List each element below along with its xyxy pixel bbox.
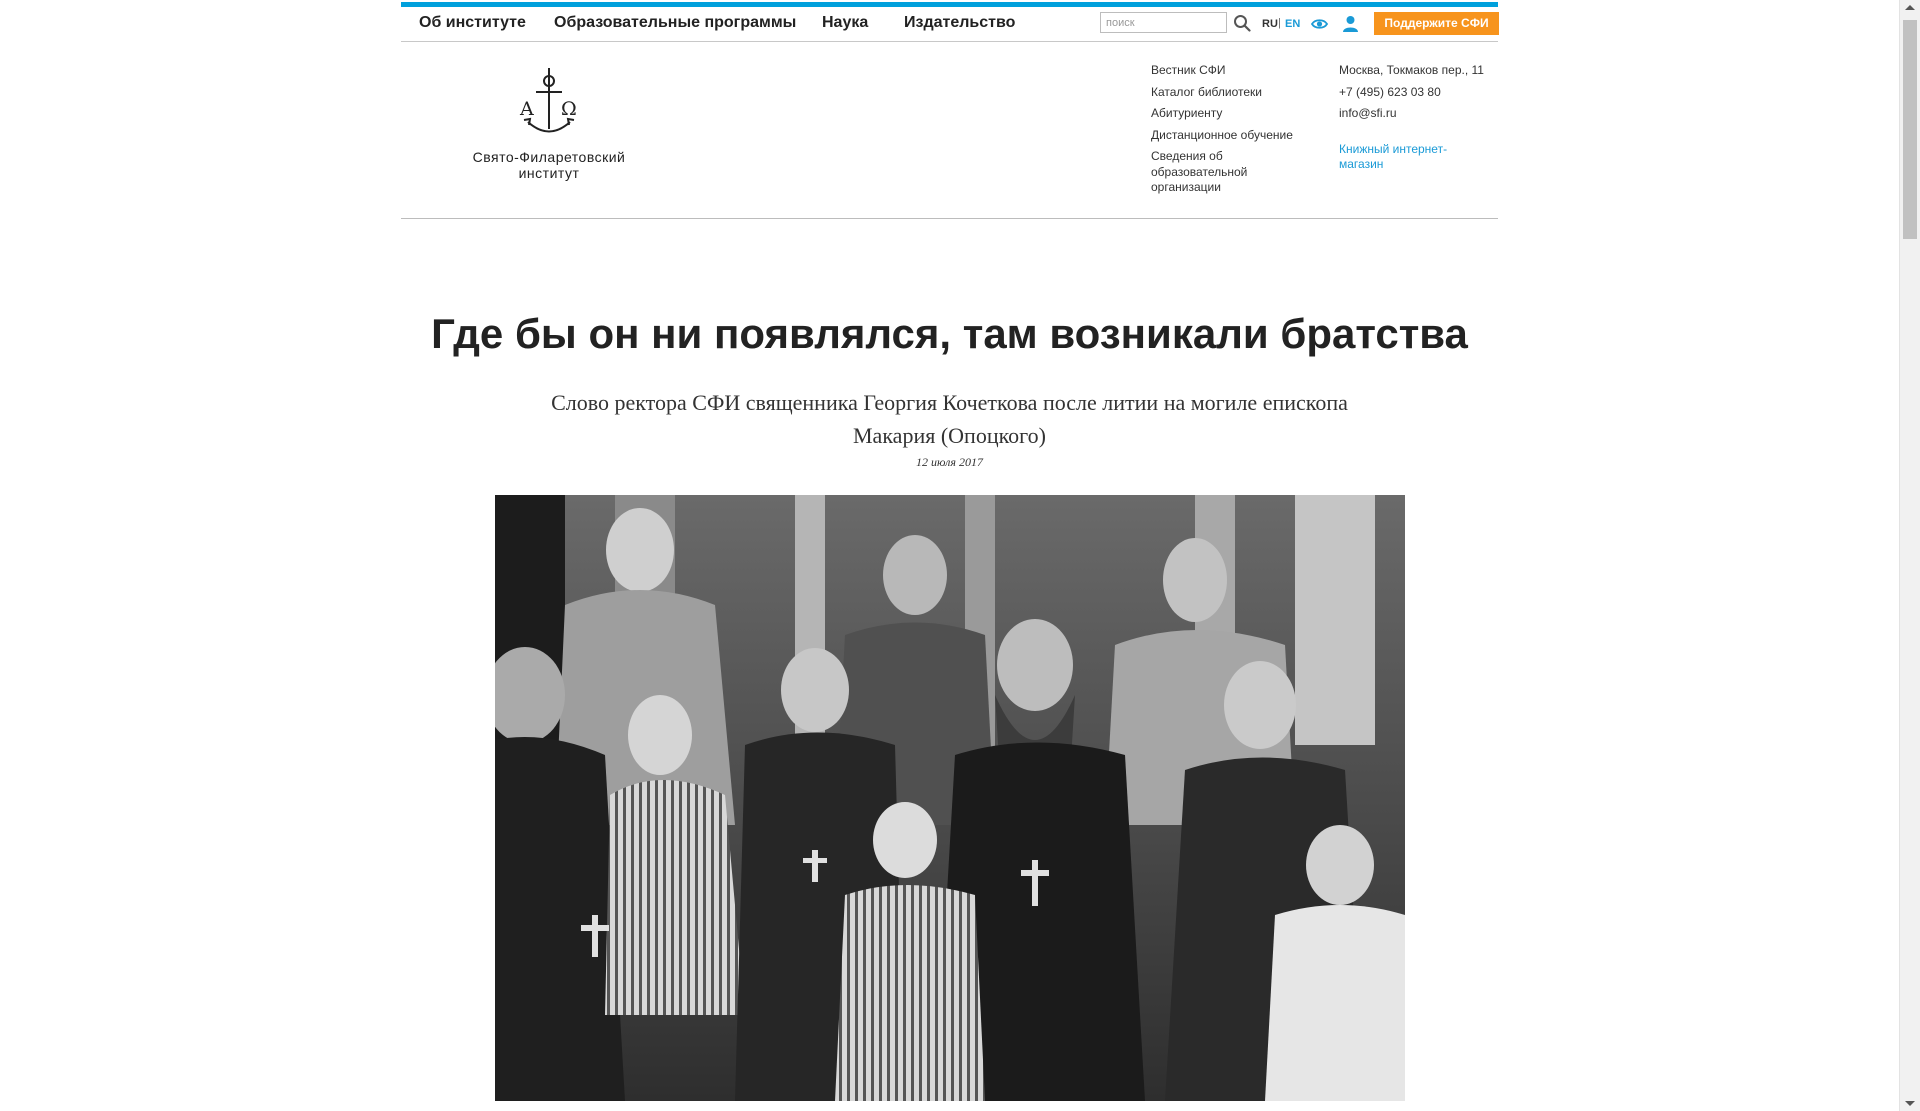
- search-input[interactable]: [1100, 12, 1227, 33]
- search-icon[interactable]: [1233, 14, 1251, 32]
- institute-logo[interactable]: [449, 65, 649, 185]
- nav-item-publishing[interactable]: Издательство: [904, 14, 1016, 31]
- article-title: Где бы он ни появлялся, там возникали братства: [431, 310, 1468, 357]
- header-links: [1151, 63, 1311, 202]
- contact-phone: +7 (495) 623 03 80: [1339, 84, 1441, 99]
- link-journal[interactable]: Вестник СФИ: [1151, 63, 1226, 77]
- article-date: 12 июля 2017: [916, 455, 983, 469]
- lang-en[interactable]: EN: [1285, 18, 1301, 30]
- link-library-catalog[interactable]: Каталог библиотеки: [1151, 84, 1262, 99]
- link-applicants[interactable]: Абитуриенту: [1151, 106, 1223, 120]
- vertical-scrollbar[interactable]: [1899, 0, 1920, 1111]
- contact-address: Москва, Токмаков пер., 11: [1339, 63, 1484, 77]
- user-icon[interactable]: [1343, 15, 1358, 32]
- institute-name-line1: Свято-Филаретовский: [472, 149, 626, 165]
- book-shop-link[interactable]: Книжный интернет-магазин: [1339, 141, 1448, 171]
- article-subtitle: Слово ректора СФИ священника Георгия Кочеткова после литии на могиле епископа Макария (Опоцкого): [551, 390, 1348, 448]
- svg-text:Ω: Ω: [561, 98, 577, 120]
- link-distance-learning[interactable]: Дистанционное обучение: [1151, 127, 1293, 142]
- article-photo: [495, 495, 1405, 1101]
- header-divider: [401, 218, 1498, 219]
- scroll-up-arrow-icon[interactable]: [1905, 5, 1915, 10]
- anchor-cross-logo-icon: [509, 65, 589, 143]
- page: [401, 0, 1498, 1111]
- scrollbar-thumb[interactable]: [1903, 20, 1917, 239]
- group-portrait-photo: [495, 495, 1405, 1101]
- institute-name-line2: институт: [518, 165, 580, 181]
- main-nav: [401, 7, 1498, 42]
- svg-text:Α: Α: [520, 98, 534, 120]
- eye-icon[interactable]: [1311, 17, 1328, 31]
- support-button[interactable]: Поддержите СФИ: [1374, 12, 1499, 35]
- institute-name: [449, 149, 649, 181]
- nav-item-science[interactable]: Наука: [822, 14, 869, 31]
- lang-ru[interactable]: RU: [1262, 18, 1278, 30]
- scroll-down-arrow-icon[interactable]: [1905, 1101, 1915, 1106]
- contact-email[interactable]: info@sfi.ru: [1339, 106, 1397, 120]
- nav-item-programs[interactable]: Образовательные программы: [554, 14, 797, 31]
- lang-separator: |: [1278, 17, 1281, 29]
- nav-item-about[interactable]: Об институте: [419, 14, 526, 31]
- contacts: [1339, 63, 1504, 179]
- link-organization-info[interactable]: Сведения об образовательной организации: [1151, 149, 1248, 194]
